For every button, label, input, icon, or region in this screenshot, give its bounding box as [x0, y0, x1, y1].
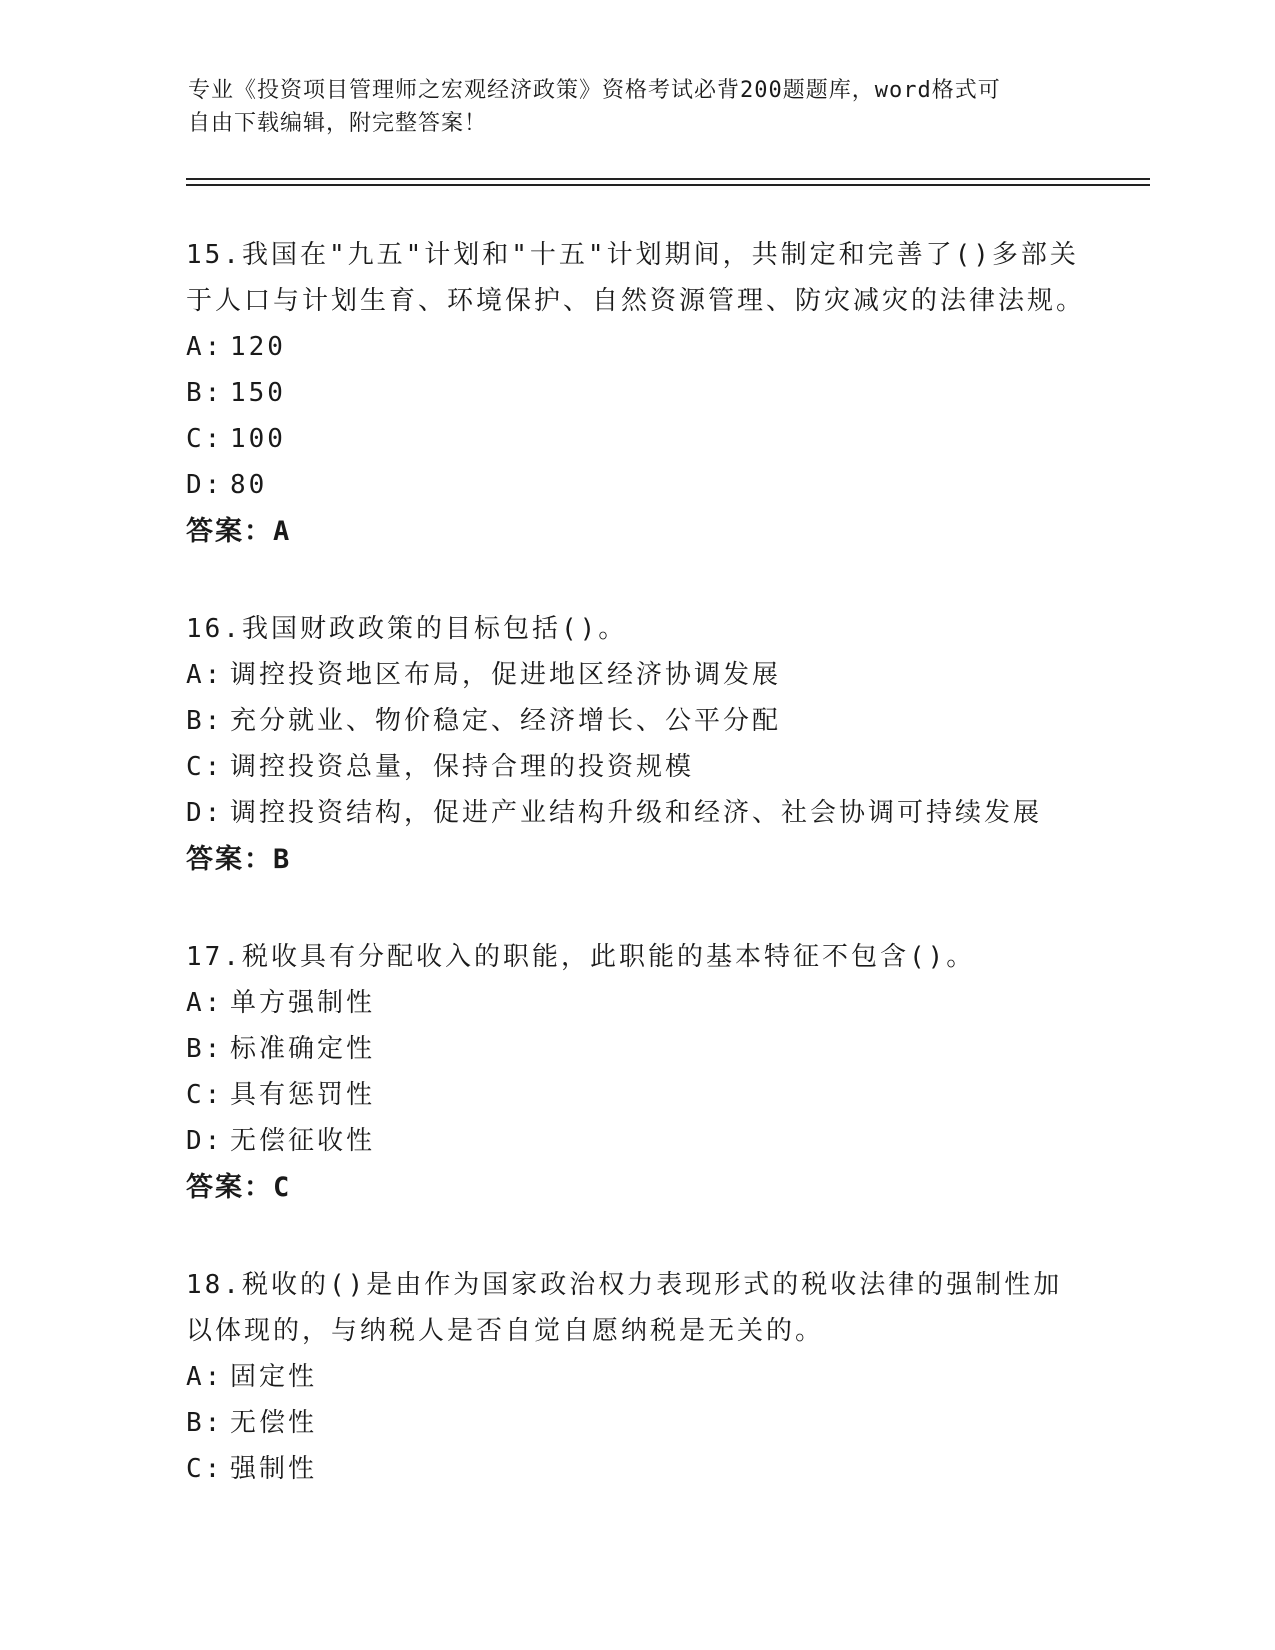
option-text: 100	[230, 424, 286, 454]
option-text: 调控投资地区布局，促进地区经济协调发展	[230, 660, 782, 690]
question-17	[186, 934, 1086, 1212]
option-c	[186, 1446, 1086, 1492]
question-15	[186, 232, 1086, 556]
option-key: A:	[186, 332, 224, 362]
option-text: 强制性	[230, 1454, 318, 1484]
option-text: 80	[230, 470, 268, 500]
option-text: 标准确定性	[230, 1034, 376, 1064]
header-line-2: 自由下载编辑，附完整答案！	[188, 111, 488, 136]
document-header	[188, 74, 1088, 140]
option-key: B:	[186, 378, 224, 408]
option-key: A:	[186, 660, 224, 690]
option-key: D:	[186, 470, 224, 500]
option-text: 150	[230, 378, 286, 408]
option-d	[186, 1118, 1086, 1164]
option-c	[186, 1072, 1086, 1118]
option-key: A:	[186, 1362, 224, 1392]
option-b	[186, 1400, 1086, 1446]
header-divider-bottom	[186, 184, 1150, 186]
header-line-1: 专业《投资项目管理师之宏观经济政策》资格考试必背200题题库，word格式可	[188, 78, 1001, 103]
option-d	[186, 462, 1086, 508]
option-b	[186, 1026, 1086, 1072]
answer: 答案：A	[186, 516, 292, 547]
option-text: 固定性	[230, 1362, 318, 1392]
question-stem: 18.税收的()是由作为国家政治权力表现形式的税收法律的强制性加以体现的，与纳税人是否自觉自愿纳税是无关的。	[186, 1270, 1063, 1346]
option-c	[186, 744, 1086, 790]
question-stem: 16.我国财政政策的目标包括()。	[186, 614, 628, 644]
option-a	[186, 652, 1086, 698]
option-key: C:	[186, 752, 224, 782]
option-key: D:	[186, 798, 224, 828]
option-key: B:	[186, 706, 224, 736]
option-key: B:	[186, 1408, 224, 1438]
option-a	[186, 1354, 1086, 1400]
option-key: C:	[186, 424, 224, 454]
question-16	[186, 606, 1086, 884]
question-stem: 17.税收具有分配收入的职能，此职能的基本特征不包含()。	[186, 942, 976, 972]
option-text: 无偿性	[230, 1408, 318, 1438]
option-key: C:	[186, 1454, 224, 1484]
option-a	[186, 324, 1086, 370]
question-18	[186, 1262, 1086, 1492]
option-text: 无偿征收性	[230, 1126, 376, 1156]
option-key: A:	[186, 988, 224, 1018]
option-text: 具有惩罚性	[230, 1080, 376, 1110]
option-text: 单方强制性	[230, 988, 376, 1018]
option-a	[186, 980, 1086, 1026]
question-stem: 15.我国在"九五"计划和"十五"计划期间，共制定和完善了()多部关于人口与计划生育、环境保护、自然资源管理、防灾减灾的法律法规。	[186, 240, 1086, 316]
option-b	[186, 698, 1086, 744]
option-text: 调控投资结构，促进产业结构升级和经济、社会协调可持续发展	[230, 798, 1043, 828]
option-c	[186, 416, 1086, 462]
header-divider-top	[186, 178, 1150, 180]
option-text: 调控投资总量，保持合理的投资规模	[230, 752, 695, 782]
option-d	[186, 790, 1086, 836]
option-key: C:	[186, 1080, 224, 1110]
option-key: B:	[186, 1034, 224, 1064]
answer: 答案：B	[186, 844, 292, 875]
question-list	[186, 232, 1086, 1542]
option-text: 120	[230, 332, 286, 362]
option-key: D:	[186, 1126, 224, 1156]
answer: 答案：C	[186, 1172, 292, 1203]
option-text: 充分就业、物价稳定、经济增长、公平分配	[230, 706, 782, 736]
option-b	[186, 370, 1086, 416]
